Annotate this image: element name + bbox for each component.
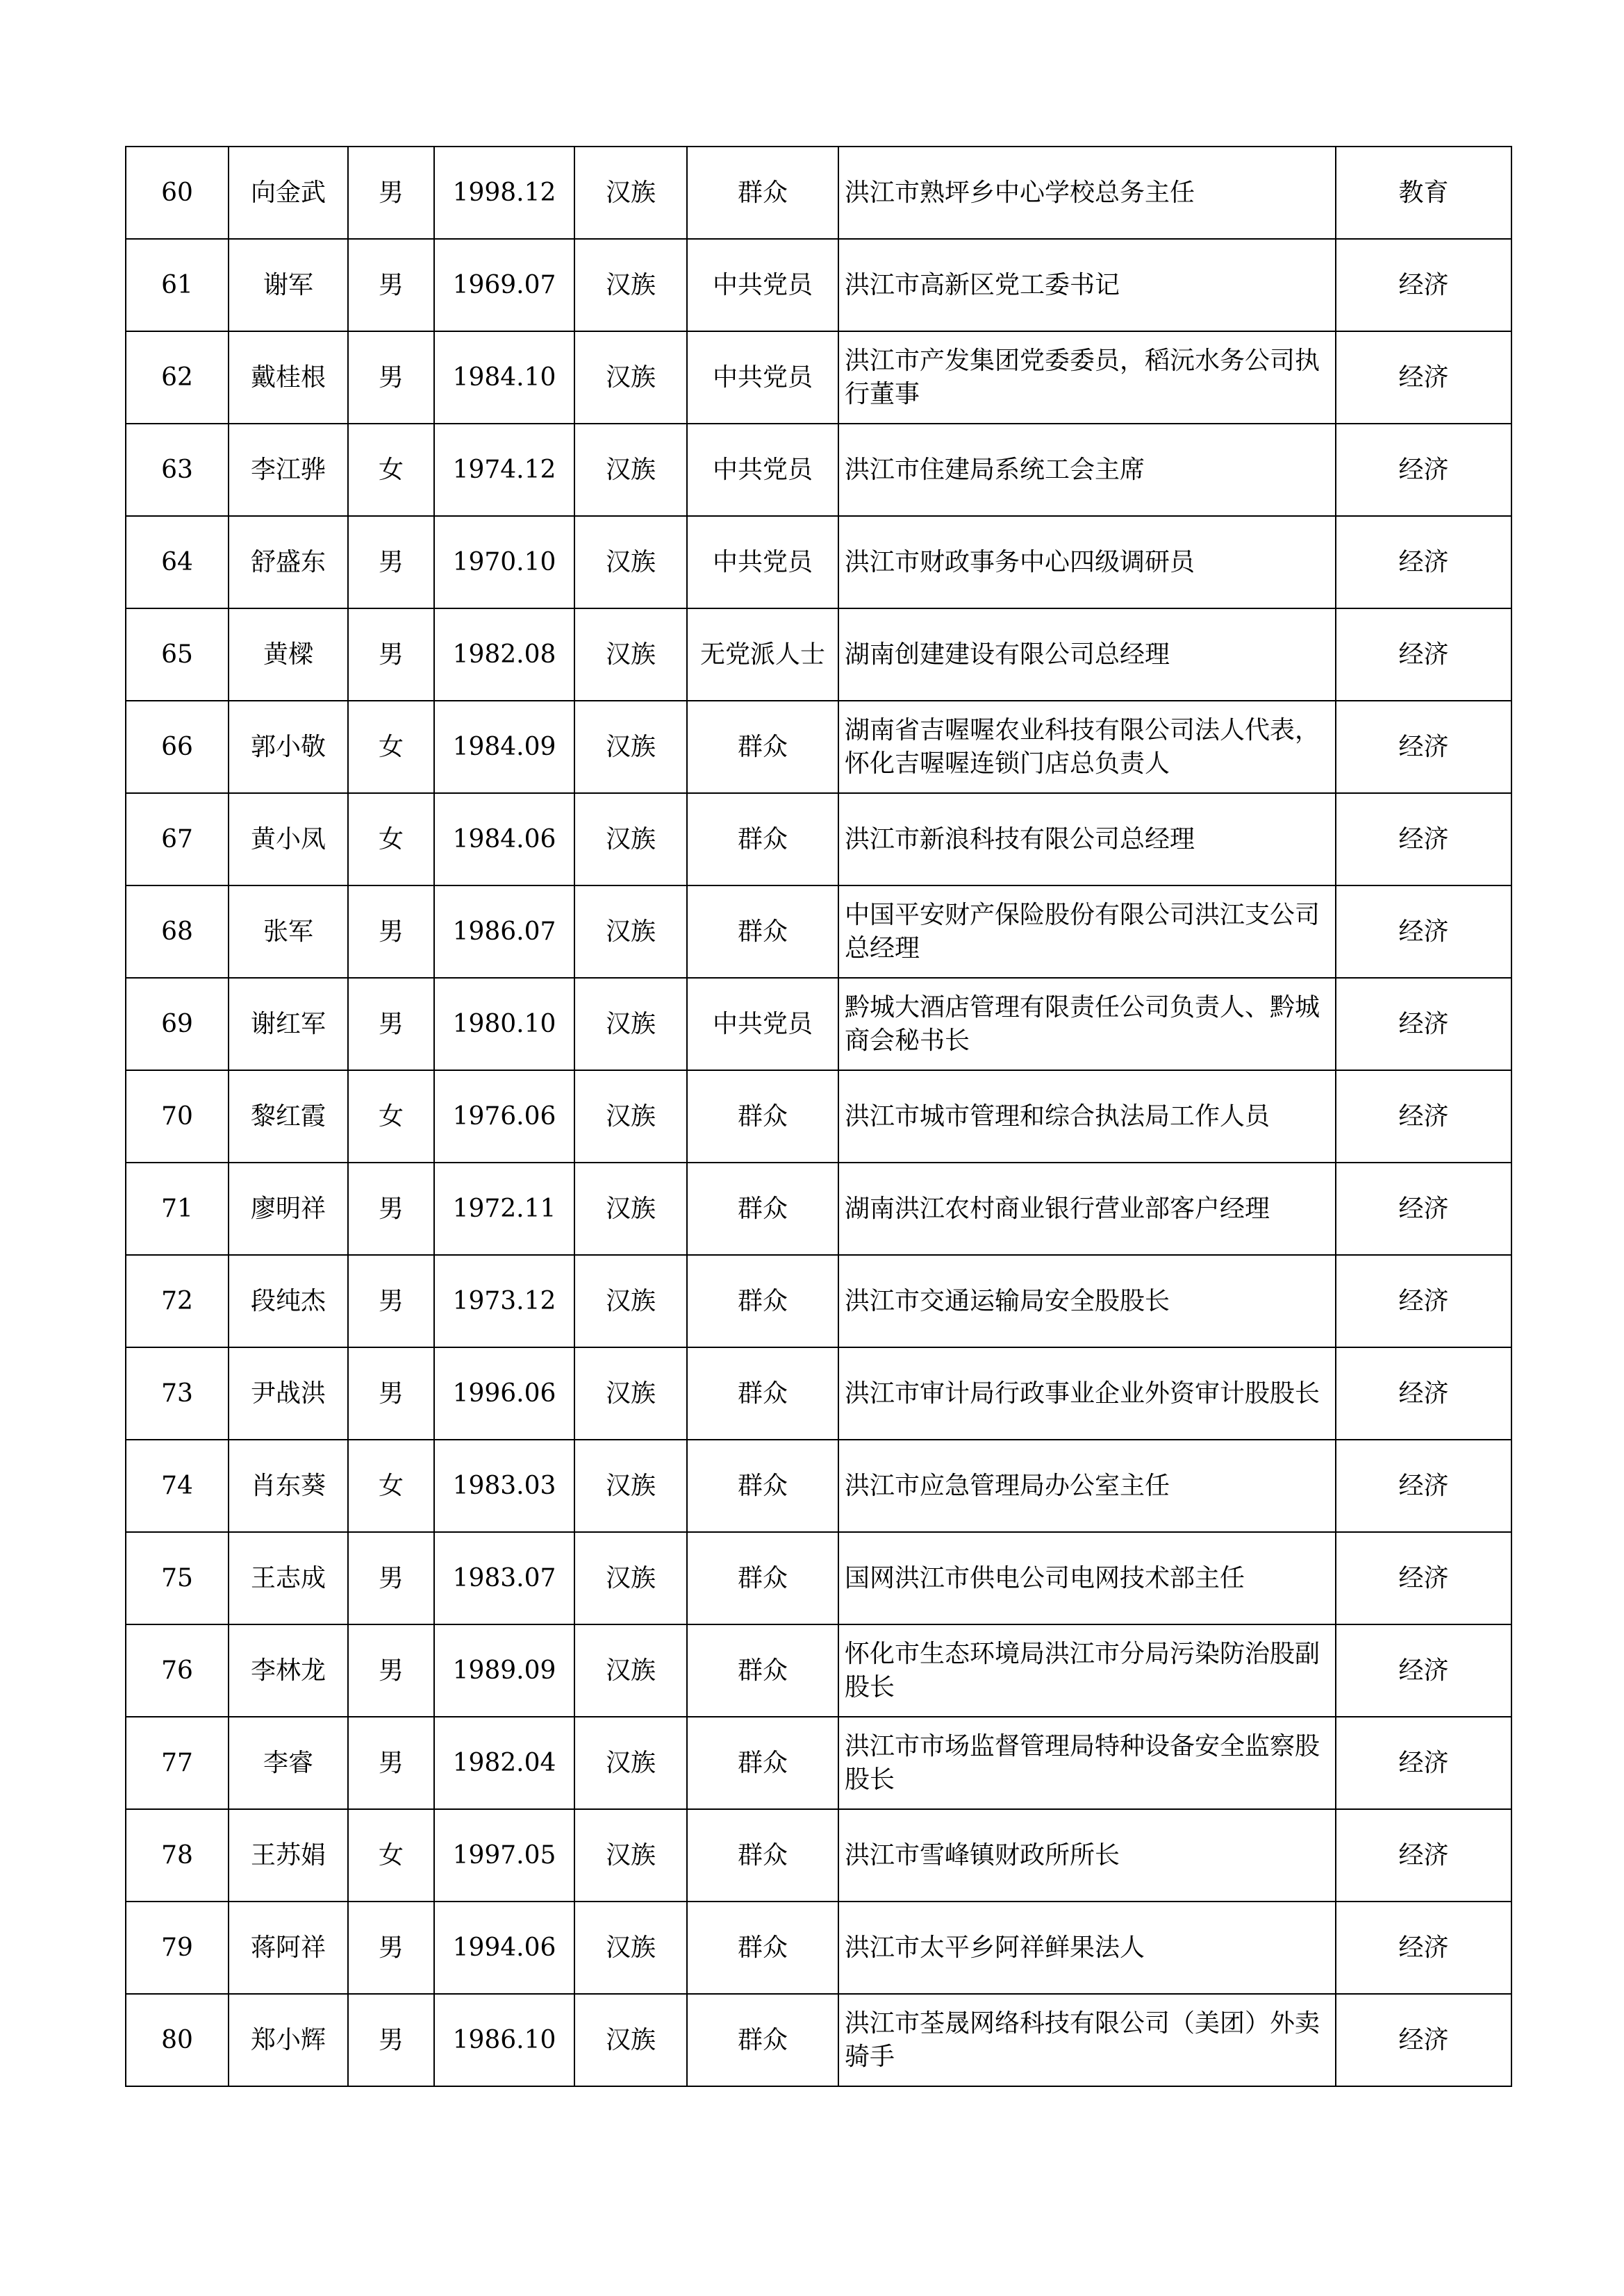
row-number: 73: [126, 1347, 229, 1440]
member-birth-date: 1994.06: [434, 1902, 574, 1994]
member-party: 中共党员: [687, 978, 838, 1070]
row-number: 64: [126, 516, 229, 608]
member-name: 尹战洪: [229, 1347, 348, 1440]
member-party: 群众: [687, 701, 838, 793]
member-sector: 经济: [1336, 1070, 1511, 1163]
member-sector: 经济: [1336, 701, 1511, 793]
member-name: 肖东葵: [229, 1440, 348, 1532]
member-ethnicity: 汉族: [574, 978, 687, 1070]
table-row: [126, 608, 1511, 701]
member-ethnicity: 汉族: [574, 239, 687, 331]
member-birth-date: 1983.07: [434, 1532, 574, 1624]
member-ethnicity: 汉族: [574, 1717, 687, 1809]
member-position: 洪江市熟坪乡中心学校总务主任: [838, 147, 1336, 239]
row-number: 67: [126, 793, 229, 885]
member-position: 黔城大酒店管理有限责任公司负责人、黔城商会秘书长: [838, 978, 1336, 1070]
member-birth-date: 1997.05: [434, 1809, 574, 1902]
member-position: 洪江市住建局系统工会主席: [838, 424, 1336, 516]
member-party: 群众: [687, 147, 838, 239]
member-sex: 男: [348, 1347, 434, 1440]
member-sex: 男: [348, 1994, 434, 2086]
member-position: 湖南洪江农村商业银行营业部客户经理: [838, 1163, 1336, 1255]
member-position: 洪江市财政事务中心四级调研员: [838, 516, 1336, 608]
row-number: 65: [126, 608, 229, 701]
member-birth-date: 1984.09: [434, 701, 574, 793]
member-sex: 男: [348, 1717, 434, 1809]
member-birth-date: 1972.11: [434, 1163, 574, 1255]
member-ethnicity: 汉族: [574, 1532, 687, 1624]
member-name: 李林龙: [229, 1624, 348, 1717]
member-birth-date: 1970.10: [434, 516, 574, 608]
member-sector: 教育: [1336, 147, 1511, 239]
member-birth-date: 1982.04: [434, 1717, 574, 1809]
row-number: 68: [126, 885, 229, 978]
member-sex: 女: [348, 424, 434, 516]
table-row: [126, 1624, 1511, 1717]
member-sex: 男: [348, 147, 434, 239]
table-row: [126, 978, 1511, 1070]
member-birth-date: 1998.12: [434, 147, 574, 239]
member-birth-date: 1983.03: [434, 1440, 574, 1532]
member-ethnicity: 汉族: [574, 1624, 687, 1717]
member-position: 洪江市太平乡阿祥鲜果法人: [838, 1902, 1336, 1994]
table-row: [126, 239, 1511, 331]
member-party: 中共党员: [687, 331, 838, 424]
member-ethnicity: 汉族: [574, 1440, 687, 1532]
member-name: 廖明祥: [229, 1163, 348, 1255]
member-sector: 经济: [1336, 1717, 1511, 1809]
member-sector: 经济: [1336, 978, 1511, 1070]
row-number: 69: [126, 978, 229, 1070]
member-ethnicity: 汉族: [574, 608, 687, 701]
member-sector: 经济: [1336, 608, 1511, 701]
member-sex: 女: [348, 1440, 434, 1532]
member-sex: 女: [348, 701, 434, 793]
member-sector: 经济: [1336, 1532, 1511, 1624]
row-number: 74: [126, 1440, 229, 1532]
member-name: 王苏娟: [229, 1809, 348, 1902]
member-ethnicity: 汉族: [574, 793, 687, 885]
member-name: 张军: [229, 885, 348, 978]
member-ethnicity: 汉族: [574, 1255, 687, 1347]
member-ethnicity: 汉族: [574, 1902, 687, 1994]
member-sex: 女: [348, 793, 434, 885]
table-row: [126, 701, 1511, 793]
member-name: 黄小凤: [229, 793, 348, 885]
table-row: [126, 1070, 1511, 1163]
member-sex: 男: [348, 516, 434, 608]
member-party: 中共党员: [687, 239, 838, 331]
member-sector: 经济: [1336, 1624, 1511, 1717]
member-name: 王志成: [229, 1532, 348, 1624]
member-party: 群众: [687, 885, 838, 978]
row-number: 75: [126, 1532, 229, 1624]
member-birth-date: 1969.07: [434, 239, 574, 331]
row-number: 76: [126, 1624, 229, 1717]
member-party: 群众: [687, 1624, 838, 1717]
member-ethnicity: 汉族: [574, 331, 687, 424]
row-number: 62: [126, 331, 229, 424]
table-row: [126, 793, 1511, 885]
member-party: 中共党员: [687, 516, 838, 608]
member-party: 群众: [687, 1902, 838, 1994]
member-sector: 经济: [1336, 1255, 1511, 1347]
row-number: 63: [126, 424, 229, 516]
row-number: 72: [126, 1255, 229, 1347]
row-number: 61: [126, 239, 229, 331]
row-number: 79: [126, 1902, 229, 1994]
member-sector: 经济: [1336, 1809, 1511, 1902]
member-sector: 经济: [1336, 885, 1511, 978]
member-name: 李睿: [229, 1717, 348, 1809]
member-sex: 男: [348, 239, 434, 331]
row-number: 71: [126, 1163, 229, 1255]
member-position: 洪江市市场监督管理局特种设备安全监察股股长: [838, 1717, 1336, 1809]
member-birth-date: 1982.08: [434, 608, 574, 701]
member-sex: 男: [348, 1624, 434, 1717]
member-birth-date: 1989.09: [434, 1624, 574, 1717]
member-position: 洪江市新浪科技有限公司总经理: [838, 793, 1336, 885]
member-position: 中国平安财产保险股份有限公司洪江支公司总经理: [838, 885, 1336, 978]
member-position: 湖南创建建设有限公司总经理: [838, 608, 1336, 701]
member-sex: 男: [348, 608, 434, 701]
member-sex: 男: [348, 1902, 434, 1994]
member-ethnicity: 汉族: [574, 1163, 687, 1255]
row-number: 80: [126, 1994, 229, 2086]
member-party: 群众: [687, 1532, 838, 1624]
table-row: [126, 1255, 1511, 1347]
row-number: 70: [126, 1070, 229, 1163]
member-name: 黎红霞: [229, 1070, 348, 1163]
member-position: 洪江市雪峰镇财政所所长: [838, 1809, 1336, 1902]
member-sex: 女: [348, 1809, 434, 1902]
member-party: 群众: [687, 793, 838, 885]
member-sector: 经济: [1336, 1163, 1511, 1255]
row-number: 77: [126, 1717, 229, 1809]
member-position: 洪江市荃晟网络科技有限公司（美团）外卖骑手: [838, 1994, 1336, 2086]
member-birth-date: 1974.12: [434, 424, 574, 516]
table-row: [126, 1440, 1511, 1532]
table-row: [126, 1347, 1511, 1440]
member-sex: 男: [348, 978, 434, 1070]
member-position: 洪江市产发集团党委委员，稻沅水务公司执行董事: [838, 331, 1336, 424]
member-party: 群众: [687, 1994, 838, 2086]
member-sex: 男: [348, 331, 434, 424]
member-sex: 男: [348, 1532, 434, 1624]
member-position: 洪江市审计局行政事业企业外资审计股股长: [838, 1347, 1336, 1440]
member-sector: 经济: [1336, 1994, 1511, 2086]
member-sex: 女: [348, 1070, 434, 1163]
table-row: [126, 1994, 1511, 2086]
table-row: [126, 1717, 1511, 1809]
member-position: 怀化市生态环境局洪江市分局污染防治股副股长: [838, 1624, 1336, 1717]
member-party: 群众: [687, 1070, 838, 1163]
member-birth-date: 1980.10: [434, 978, 574, 1070]
table-row: [126, 516, 1511, 608]
member-sector: 经济: [1336, 1902, 1511, 1994]
member-party: 群众: [687, 1347, 838, 1440]
member-party: 群众: [687, 1163, 838, 1255]
member-party: 中共党员: [687, 424, 838, 516]
member-name: 戴桂根: [229, 331, 348, 424]
row-number: 60: [126, 147, 229, 239]
member-birth-date: 1976.06: [434, 1070, 574, 1163]
member-party: 无党派人士: [687, 608, 838, 701]
member-roster-table: [125, 146, 1512, 2087]
row-number: 66: [126, 701, 229, 793]
member-party: 群众: [687, 1440, 838, 1532]
member-name: 郑小辉: [229, 1994, 348, 2086]
member-party: 群众: [687, 1255, 838, 1347]
member-sector: 经济: [1336, 424, 1511, 516]
member-sex: 男: [348, 1255, 434, 1347]
member-party: 群众: [687, 1717, 838, 1809]
member-sector: 经济: [1336, 516, 1511, 608]
roster-body: [126, 147, 1511, 2086]
member-birth-date: 1986.10: [434, 1994, 574, 2086]
member-ethnicity: 汉族: [574, 1809, 687, 1902]
member-position: 湖南省吉喔喔农业科技有限公司法人代表，怀化吉喔喔连锁门店总负责人: [838, 701, 1336, 793]
member-ethnicity: 汉族: [574, 516, 687, 608]
member-sector: 经济: [1336, 239, 1511, 331]
member-name: 舒盛东: [229, 516, 348, 608]
table-row: [126, 1809, 1511, 1902]
member-ethnicity: 汉族: [574, 885, 687, 978]
member-name: 郭小敬: [229, 701, 348, 793]
member-party: 群众: [687, 1809, 838, 1902]
table-row: [126, 885, 1511, 978]
member-position: 洪江市应急管理局办公室主任: [838, 1440, 1336, 1532]
member-ethnicity: 汉族: [574, 701, 687, 793]
member-birth-date: 1984.06: [434, 793, 574, 885]
member-position: 洪江市交通运输局安全股股长: [838, 1255, 1336, 1347]
member-name: 黄樑: [229, 608, 348, 701]
member-ethnicity: 汉族: [574, 1070, 687, 1163]
table-row: [126, 331, 1511, 424]
member-name: 段纯杰: [229, 1255, 348, 1347]
row-number: 78: [126, 1809, 229, 1902]
member-birth-date: 1996.06: [434, 1347, 574, 1440]
member-position: 洪江市高新区党工委书记: [838, 239, 1336, 331]
member-birth-date: 1984.10: [434, 331, 574, 424]
member-position: 洪江市城市管理和综合执法局工作人员: [838, 1070, 1336, 1163]
member-name: 向金武: [229, 147, 348, 239]
member-position: 国网洪江市供电公司电网技术部主任: [838, 1532, 1336, 1624]
member-ethnicity: 汉族: [574, 147, 687, 239]
member-sector: 经济: [1336, 1347, 1511, 1440]
member-sector: 经济: [1336, 1440, 1511, 1532]
table-row: [126, 1532, 1511, 1624]
member-name: 李江骅: [229, 424, 348, 516]
member-sector: 经济: [1336, 331, 1511, 424]
table-row: [126, 1902, 1511, 1994]
member-ethnicity: 汉族: [574, 1994, 687, 2086]
table-row: [126, 424, 1511, 516]
member-name: 谢红军: [229, 978, 348, 1070]
member-sex: 男: [348, 885, 434, 978]
table-row: [126, 147, 1511, 239]
table-row: [126, 1163, 1511, 1255]
member-name: 谢军: [229, 239, 348, 331]
member-birth-date: 1986.07: [434, 885, 574, 978]
member-ethnicity: 汉族: [574, 1347, 687, 1440]
member-name: 蒋阿祥: [229, 1902, 348, 1994]
member-birth-date: 1973.12: [434, 1255, 574, 1347]
member-sector: 经济: [1336, 793, 1511, 885]
member-ethnicity: 汉族: [574, 424, 687, 516]
member-sex: 男: [348, 1163, 434, 1255]
